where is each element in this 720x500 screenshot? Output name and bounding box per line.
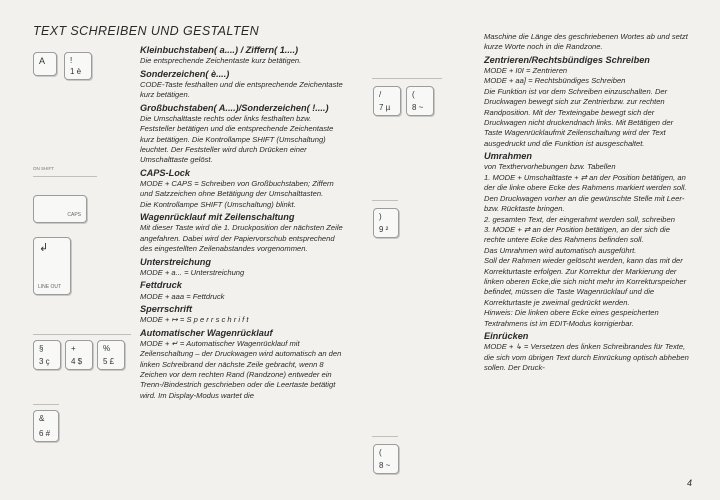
text-section	[484, 32, 690, 53]
text-section	[140, 280, 346, 302]
body-text: MODE + I0I = Zentrieren	[484, 66, 568, 76]
body-text: 3. MODE + ⇄ an der Position betätigen, an der sich die rechte untere Ecke des Rahmens befinden soll.	[484, 224, 670, 245]
body-text: Die entsprechende Zeichentaste kurz betätigen.	[140, 56, 302, 66]
left-text-column	[140, 45, 346, 403]
key-9: ) 9 ²	[373, 208, 399, 238]
section-heading: Unterstreichung	[140, 256, 211, 267]
text-section	[140, 168, 346, 210]
section-heading: Automatischer Wagenrücklauf	[140, 327, 273, 338]
key-a: A	[33, 52, 57, 76]
page-number: 4	[686, 478, 692, 488]
text-section	[140, 328, 346, 402]
body-text: Die Umschalttaste rechts oder links festhalten bzw. Feststeller betätigen und die entsprechende Zeichentaste kurz betätigen. Die Kontrollampe SHIFT (Umschaltung) leuchtet. Der Feststeller wird durch Drücken einer Umschalttaste gelöst.	[140, 113, 334, 165]
body-text: Hinweis: Die linken obere Ecke eines gespeicherten Textrahmens ist im EDIT-Modus korrigierbar.	[484, 308, 659, 328]
divider	[33, 404, 59, 405]
return-icon: ↲	[39, 242, 49, 254]
text-section	[140, 212, 346, 254]
body-text: CODE-Taste festhalten und die entsprechende Zeichentaste kurz betätigen.	[140, 79, 343, 100]
text-section	[484, 331, 690, 373]
body-text: 1. MODE + Umschalttaste + ⇄ an der Position betätigen, an der die linke obere Ecke des Rahmens markiert werden soll. Den Druckwagen vorher an die gewünschte Stelle mit Leer- bzw. Rücktaste bringen.	[484, 172, 687, 214]
section-heading: Einrücken	[484, 330, 529, 341]
section-heading: Umrahmen	[484, 151, 532, 162]
body-text: Die Kontrollampe SHIFT (Umschaltung) blinkt.	[140, 199, 296, 209]
section-heading: Fettdruck	[140, 280, 182, 291]
text-section	[484, 55, 690, 149]
section-heading: CAPS-Lock	[140, 167, 191, 178]
body-text: MODE + ↵ = Automatischer Wagenrücklauf mit Zeilenschaltung – der Druckwagen wird automatisch an den linken Schreibrand der nächste Zeile gebracht, wenn 8 Zeichen vor dem rechten Rand (Randzone) entweder ein Trenn-/Bindestrich geschrieben oder die Leertaste betätigt wird. Im Display-Modus wartet die	[140, 338, 342, 400]
divider	[372, 436, 398, 437]
page-title: TEXT SCHREIBEN UND GESTALTEN	[33, 24, 260, 38]
divider	[33, 176, 97, 177]
section-heading: Kleinbuchstaben( a....) / Ziffern( 1....)	[140, 45, 299, 55]
divider	[33, 334, 131, 335]
body-text: 2. gesamten Text, der eingerahmt werden soll, schreiben	[484, 214, 675, 224]
body-text: MODE + aa] = Rechtsbündiges Schreiben	[484, 76, 626, 86]
section-heading: Sonderzeichen( è....)	[140, 68, 230, 79]
body-text: Maschine die Länge des geschriebenen Wortes ab und setzt kurze Worte noch in die Randzone.	[484, 32, 688, 52]
caps-key: CAPS	[33, 195, 87, 223]
body-text: MODE + CAPS = Schreiben von Großbuchstaben; Ziffern und Satzzeichen ohne Betätigung der Umschalttasten.	[140, 179, 334, 199]
body-text: von Texthervorhebungen bzw. Tabellen	[484, 162, 616, 172]
body-text: Die Funktion ist vor dem Schreiben einzuschalten. Der Druckwagen bewegt sich zur Zentrierbzw. zur rechten Randposition. Mit der Texteingabe bewegt sich der Druckwagen nicht druckendnach links. Mit Betätigen der Taste Wagenrücklaufmit Zeilenschaltung wird der Text ausgedruckt und die Funktion ist ausgeschaltet.	[484, 86, 674, 148]
body-text: MODE + a... = Unterstreichung	[140, 267, 245, 277]
body-text: Soll der Rahmen wieder gelöscht werden, kann das mit der Korrekturtaste erfolgen. Zur Korrektur der Markierung der linken oberen Ecke,die sich nicht mehr im Korrekturspeicher befindet, müssen die Taste Wagenrücklauf und die Korrekturtaste je zweimal gedrückt werden.	[484, 256, 687, 307]
body-text: MODE + ↳ = Versetzen des linken Schreibrandes für Texte, die sich vom übrigen Text durch Einrückung optisch abheben sollen. Der Druck-	[484, 342, 689, 372]
section-heading: Zentrieren/Rechtsbündiges Schreiben	[484, 54, 650, 65]
divider	[372, 78, 442, 79]
on-shift-label: ON SHIFT	[33, 166, 54, 171]
key-8-indent: ( 8 ~	[373, 444, 399, 474]
key-3: § 3 ç	[33, 340, 61, 370]
key-1: ! 1 è	[64, 52, 92, 80]
key-6: & 6 #	[33, 410, 59, 442]
key-7: / 7 µ	[373, 86, 401, 116]
key-5: % 5 £	[97, 340, 125, 370]
text-section	[140, 69, 346, 101]
section-heading: Wagenrücklauf mit Zeilenschaltung	[140, 212, 295, 223]
line-out-key: ↲ LINE OUT	[33, 237, 71, 295]
body-text: Das Umrahmen wird automatisch ausgeführt.	[484, 245, 637, 255]
key-4: + 4 $	[65, 340, 93, 370]
key-8: ( 8 ~	[406, 86, 434, 116]
body-text: MODE + aaa = Fettdruck	[140, 291, 225, 301]
text-section	[140, 45, 346, 67]
divider	[372, 200, 398, 201]
text-section	[140, 103, 346, 166]
body-text: MODE + ↦ = S p e r r s c h r i f t	[140, 315, 249, 325]
body-text: Mit dieser Taste wird die 1. Druckposition der nächsten Zeile angefahren. Dabei wird der Papiervorschub entsprechend des eingestellten Zeilenabstandes vorgenommen.	[140, 223, 343, 254]
section-heading: Großbuchstaben( A....)/Sonderzeichen( !....)	[140, 102, 329, 113]
right-text-column	[484, 32, 690, 375]
text-section	[140, 257, 346, 279]
text-section	[484, 151, 690, 329]
section-heading: Sperrschrift	[140, 303, 193, 314]
text-section	[140, 304, 346, 326]
